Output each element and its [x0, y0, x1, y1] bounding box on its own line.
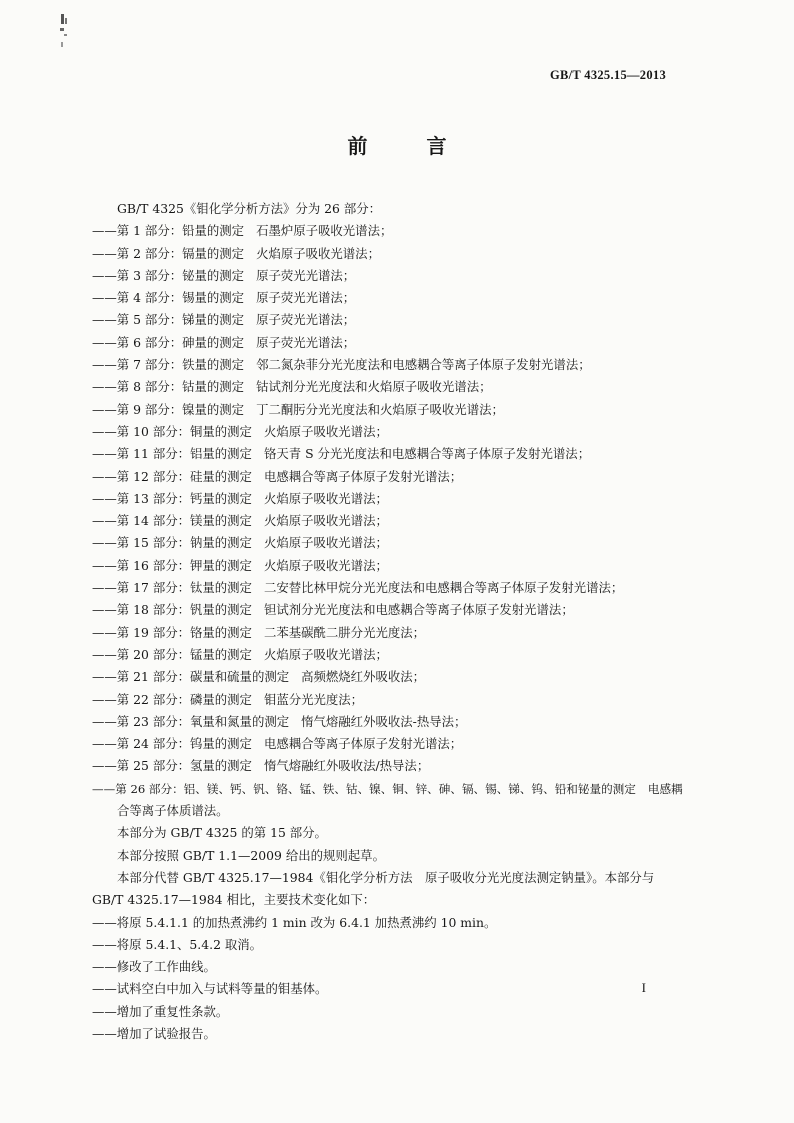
part-method: 火焰原子吸收光谱法；	[256, 245, 380, 261]
page-number: I	[641, 980, 646, 995]
part-method: 石墨炉原子吸收光谱法；	[256, 223, 393, 239]
part-method: 原子荧光光谱法；	[256, 267, 356, 283]
part-method: 电感耦合等离子体原子发射光谱法；	[263, 468, 463, 484]
part-number: ——第 6 部分：砷量的测定	[92, 334, 245, 350]
part-number: ——第 18 部分：钒量的测定	[92, 602, 252, 618]
part-number: ——第 23 部分：氧量和氮量的测定	[92, 713, 290, 729]
part-number: ——第 22 部分：磷量的测定	[92, 691, 252, 707]
changes-list	[92, 912, 670, 1046]
list-item: ——将原 5.4.1.1 的加热煮沸约 1 min 改为 6.4.1 加热煮沸约 10 min。	[92, 914, 497, 930]
part-method: 高频燃烧红外吸收法；	[301, 669, 426, 685]
part-method: 铬天青 S 分光光度法和电感耦合等离子体原子发射光谱法；	[263, 446, 591, 462]
list-item	[92, 243, 670, 265]
part-number: ——第 13 部分：钙量的测定	[92, 490, 252, 506]
list-item	[92, 399, 670, 421]
part-method: 邻二氮杂菲分光光度法和电感耦合等离子体原子发射光谱法；	[256, 357, 591, 373]
list-item	[92, 220, 670, 242]
scan-artifact-mark	[58, 12, 72, 60]
part-method: 电感耦合等离子体原子发射光谱法；	[263, 736, 463, 752]
part-number: ——第 17 部分：钛量的测定	[92, 580, 252, 596]
list-item	[92, 287, 670, 309]
part-number: ——第 9 部分：镍量的测定	[92, 401, 245, 417]
list-item	[92, 577, 670, 599]
parts-list	[92, 220, 683, 822]
part-method: 原子荧光光谱法；	[256, 334, 356, 350]
list-item	[92, 488, 670, 510]
part-number: ——第 10 部分：铜量的测定	[92, 423, 252, 439]
list-item: ——试料空白中加入与试料等量的钼基体。	[92, 981, 328, 997]
list-item-continuation: 合等离子体质谱法。	[117, 803, 229, 819]
list-item	[92, 466, 670, 488]
part-method: 原子荧光光谱法；	[256, 290, 356, 306]
list-item	[92, 421, 670, 443]
list-item	[92, 711, 670, 733]
list-item	[92, 555, 670, 577]
part-number: ——第 11 部分：铝量的测定	[92, 446, 252, 462]
list-item	[92, 510, 670, 532]
part-number: ——第 19 部分：铬量的测定	[92, 624, 252, 640]
list-item	[92, 309, 670, 331]
intro-paragraph: GB/T 4325《钼化学分析方法》分为 26 部分：	[117, 201, 382, 216]
part-number: ——第 14 部分：镁量的测定	[92, 513, 252, 529]
part-number: ——第 25 部分：氢量的测定	[92, 758, 252, 774]
list-item	[92, 332, 670, 354]
paragraph: 本部分按照 GB/T 1.1—2009 给出的规则起草。	[117, 847, 385, 863]
part-method: 火焰原子吸收光谱法；	[263, 423, 388, 439]
part-method: 惰气熔融红外吸收法-热导法；	[301, 713, 467, 729]
part-method: 钴试剂分光光度法和火焰原子吸收光谱法；	[256, 379, 492, 395]
part-number: ——第 1 部分：铅量的测定	[92, 223, 245, 239]
part-number: ——第 16 部分：钾量的测定	[92, 557, 252, 573]
standard-code: GB/T 4325.15—2013	[550, 68, 666, 82]
document-body	[92, 198, 683, 1045]
part-number: ——第 21 部分：碳量和硫量的测定	[92, 669, 290, 685]
part-method: 火焰原子吸收光谱法；	[263, 646, 388, 662]
part-number: ——第 7 部分：铁量的测定	[92, 357, 245, 373]
part-method: 火焰原子吸收光谱法；	[263, 557, 388, 573]
list-item	[92, 666, 670, 688]
part-method: 惰气熔融红外吸收法/热导法；	[263, 758, 430, 774]
list-item	[92, 532, 670, 554]
part-number: ——第 12 部分：硅量的测定	[92, 468, 252, 484]
part-number: ——第 8 部分：钴量的测定	[92, 379, 245, 395]
list-item	[92, 265, 670, 287]
part-method: 电感耦	[647, 781, 683, 796]
list-item	[92, 622, 670, 644]
list-item	[92, 443, 670, 465]
part-number: ——第 4 部分：锡量的测定	[92, 290, 245, 306]
paragraph-continuation: GB/T 4325.17—1984 相比，主要技术变化如下：	[92, 892, 376, 908]
list-item	[92, 599, 670, 621]
list-item: ——修改了工作曲线。	[92, 959, 216, 975]
part-method: 火焰原子吸收光谱法；	[263, 535, 388, 551]
part-number: ——第 15 部分：钠量的测定	[92, 535, 252, 551]
part-method: 原子荧光光谱法；	[256, 312, 356, 328]
part-number: ——第 26 部分：铝、镁、钙、钒、铬、锰、铁、钴、镍、铜、锌、砷、镉、锡、锑、钨、铅和铋量的测定	[92, 781, 636, 796]
list-item	[92, 354, 670, 376]
part-method: 钼蓝分光光度法；	[263, 691, 364, 707]
list-item	[92, 755, 670, 777]
paragraph: 本部分代替 GB/T 4325.17—1984《钼化学分析方法 原子吸收分光光度法测定钠量》。本部分与	[117, 869, 655, 885]
part-method: 丁二酮肟分光光度法和火焰原子吸收光谱法；	[256, 401, 504, 417]
list-item	[92, 778, 683, 800]
part-method: 钽试剂分光光度法和电感耦合等离子体原子发射光谱法；	[263, 602, 574, 618]
part-number: ——第 5 部分：锑量的测定	[92, 312, 245, 328]
paragraph: 本部分为 GB/T 4325 的第 15 部分。	[117, 825, 327, 841]
list-item	[92, 733, 670, 755]
list-item: ——增加了重复性条款。	[92, 1003, 229, 1019]
list-item	[92, 644, 670, 666]
list-item: ——增加了试验报告。	[92, 1025, 216, 1041]
part-method: 火焰原子吸收光谱法；	[263, 513, 388, 529]
list-item	[92, 689, 670, 711]
part-number: ——第 20 部分：锰量的测定	[92, 646, 252, 662]
list-item: ——将原 5.4.1、5.4.2 取消。	[92, 936, 263, 952]
part-number: ——第 2 部分：镉量的测定	[92, 245, 245, 261]
part-method: 火焰原子吸收光谱法；	[263, 490, 388, 506]
part-method: 二苯基碳酰二肼分光光度法；	[263, 624, 426, 640]
list-item	[92, 376, 670, 398]
part-number: ——第 24 部分：钨量的测定	[92, 736, 252, 752]
part-number: ——第 3 部分：铋量的测定	[92, 267, 245, 283]
part-method: 二安替比林甲烷分光光度法和电感耦合等离子体原子发射光谱法；	[263, 580, 624, 596]
page-title: 前 言	[347, 134, 473, 158]
